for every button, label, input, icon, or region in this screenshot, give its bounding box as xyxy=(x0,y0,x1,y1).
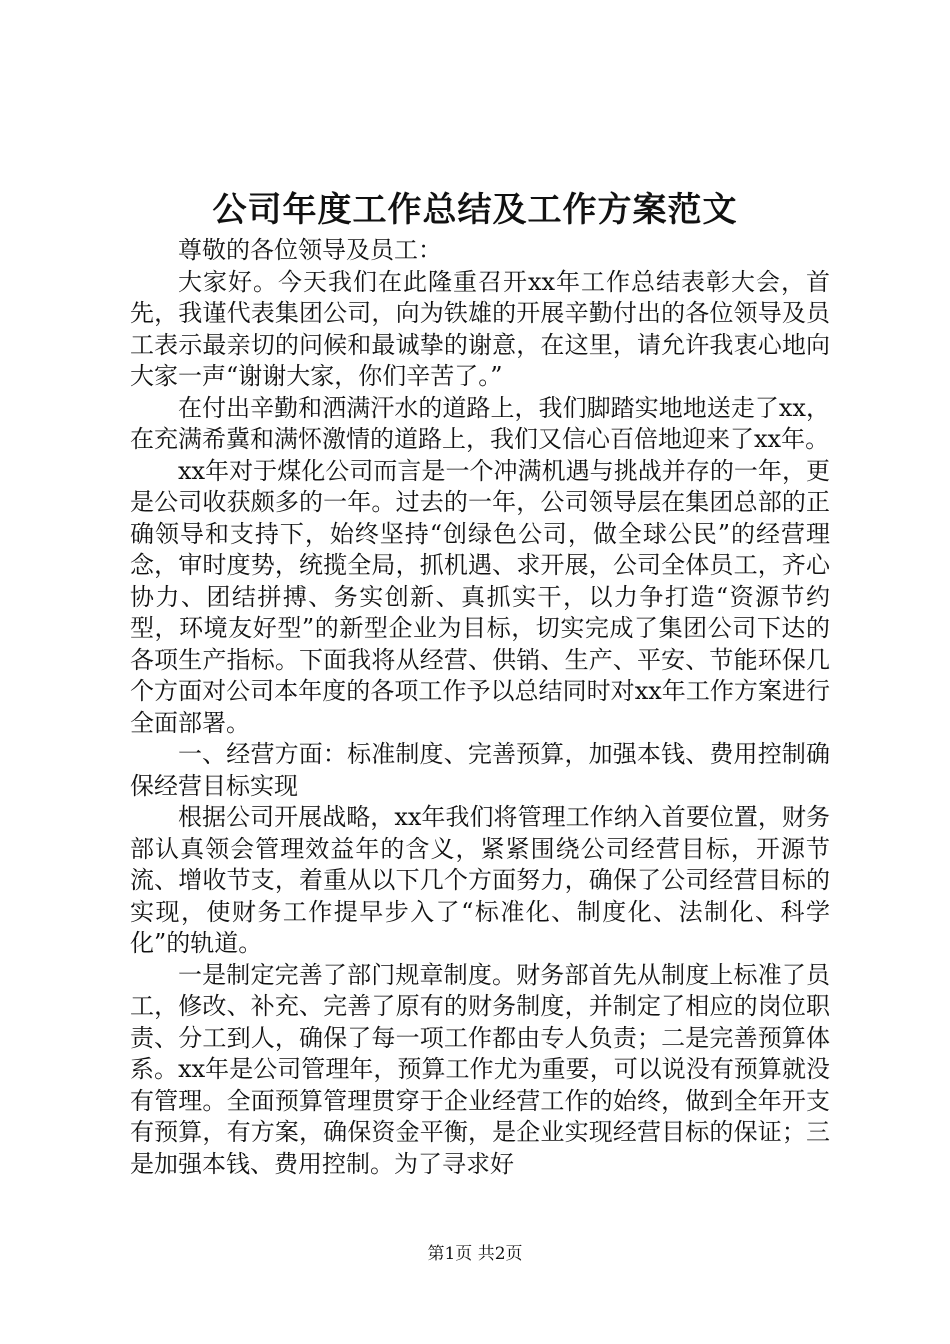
paragraph-finance-strategy: 根据公司开展战略，xx年我们将管理工作纳入首要位置，财务部认真领会管理效益年的含义，紧紧围绕公司经营目标，开源节流、增收节支，着重从以下几个方面努力，确保了公司经营目标的实现，使财务工作提早步入了“标准化、制度化、法制化、科学化”的轨道。 xyxy=(130,803,830,957)
section-heading-operations: 一、经营方面：标准制度、完善预算，加强本钱、费用控制确保经营目标实现 xyxy=(130,740,830,800)
page-number-footer: 第1页 共2页 xyxy=(427,1244,523,1264)
document-body xyxy=(130,235,830,1180)
paragraph-retrospect: 在付出辛勤和洒满汗水的道路上，我们脚踏实地地送走了xx，在充满希冀和满怀激情的道路上，我们又信心百倍地迎来了xx年。 xyxy=(130,393,830,453)
paragraph-salutation: 尊敬的各位领导及员工： xyxy=(178,236,442,264)
paragraph-greeting: 大家好。今天我们在此隆重召开xx年工作总结表彰大会，首先，我谨代表集团公司，向为铁雄的开展辛勤付出的各位领导及员工表示最亲切的问候和最诚挚的谢意，在这里，请允许我衷心地向大家一声“谢谢大家，你们辛苦了。” xyxy=(130,267,830,390)
paragraph-finance-measures: 一是制定完善了部门规章制度。财务部首先从制度上标准了员工，修改、补充、完善了原有的财务制度，并制定了相应的岗位职责、分工到人，确保了每一项工作都由专人负责；二是完善预算体系。xx年是公司管理年，预算工作尤为重要，可以说没有预算就没有管理。全面预算管理贯穿于企业经营工作的始终，做到全年开支有预算，有方案，确保资金平衡，是企业实现经营目标的保证；三是加强本钱、费用控制。为了寻求好 xyxy=(130,960,830,1178)
document-title: 公司年度工作总结及工作方案范文 xyxy=(212,190,738,230)
paragraph-year-summary: xx年对于煤化公司而言是一个冲满机遇与挑战并存的一年，更是公司收获颇多的一年。过去的一年，公司领导层在集团总部的正确领导和支持下，始终坚持“创绿色公司，做全球公民”的经营理念，审时度势，统揽全局，抓机遇、求开展，公司全体员工，齐心协力、团结拼搏、务实创新、真抓实干，以力争打造“资源节约型，环境友好型”的新型企业为目标，切实完成了集团公司下达的各项生产指标。下面我将从经营、供销、生产、平安、节能环保几个方面对公司本年度的各项工作予以总结同时对xx年工作方案进行全面部署。 xyxy=(130,456,830,737)
